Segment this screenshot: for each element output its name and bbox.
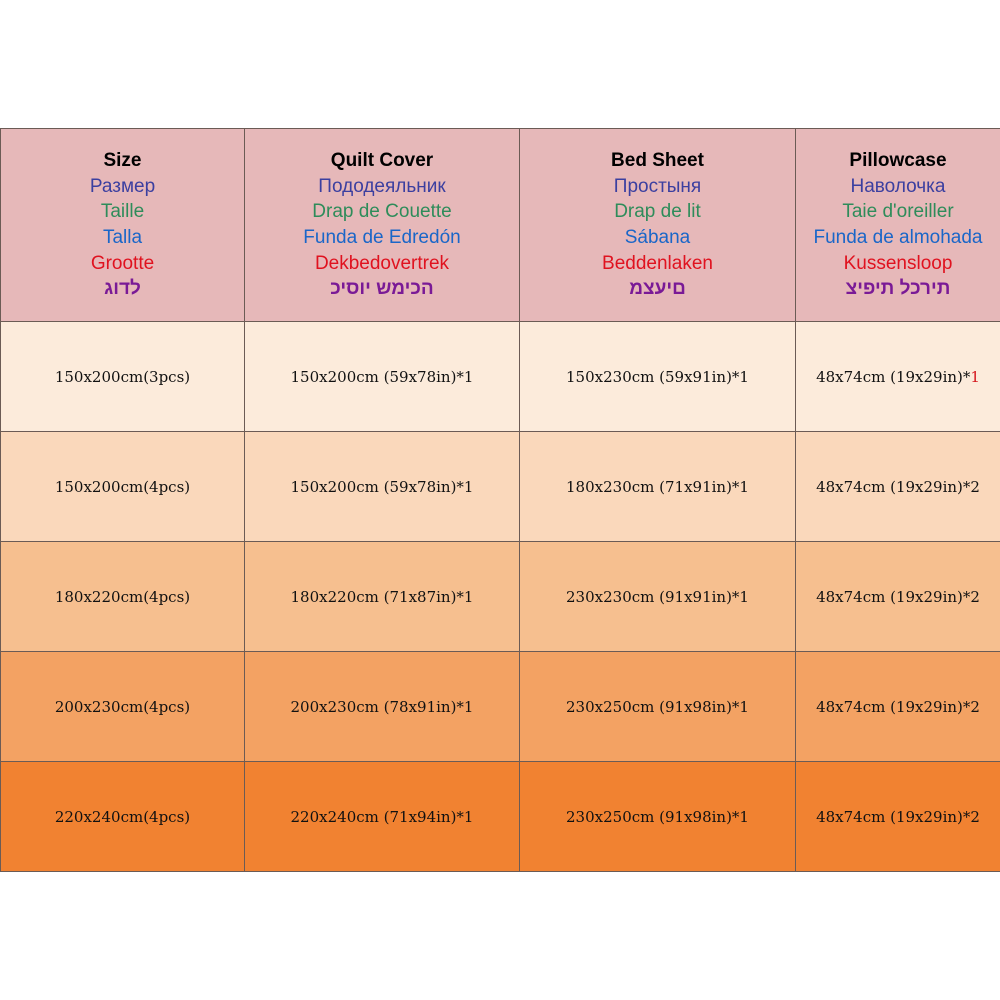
header-label-fr: Taille (100, 201, 145, 223)
header-label-nl: Kussensloop (843, 252, 953, 274)
quilt-cover-cell: 150x200cm (59x78in)*1 (245, 432, 520, 542)
quilt-cover-cell: 200x230cm (78x91in)*1 (245, 652, 520, 762)
header-label-es: Funda de almohada (813, 227, 983, 248)
table-row (1, 322, 1000, 432)
size-cell: 220x240cm(4pcs) (1, 762, 245, 872)
size-cell: 150x200cm(3pcs) (1, 322, 245, 432)
pillowcase-cell: 48x74cm (19x29in)*2 (796, 542, 1000, 652)
pillowcase-size: 48x74cm (19x29in)* (816, 367, 971, 386)
header-row (1, 129, 1000, 322)
size-chart-table (0, 128, 1000, 872)
header-label-nl: Dekbedovertrek (314, 252, 450, 274)
header-pillowcase (796, 129, 1000, 322)
header-size (1, 129, 245, 322)
header-label-he: לדוג (104, 278, 141, 300)
size-cell: 200x230cm(4pcs) (1, 652, 245, 762)
header-label-en: Bed Sheet (611, 150, 704, 172)
size-cell: 150x200cm(4pcs) (1, 432, 245, 542)
pillowcase-cell: 48x74cm (19x29in)*2 (796, 652, 1000, 762)
bed-sheet-cell: 230x250cm (91x98in)*1 (520, 762, 796, 872)
pillowcase-cell: 48x74cm (19x29in)*2 (796, 432, 1000, 542)
table-row (1, 432, 1000, 542)
quilt-cover-cell: 220x240cm (71x94in)*1 (245, 762, 520, 872)
pillowcase-cell (796, 322, 1000, 432)
header-label-fr: Drap de lit (614, 201, 701, 223)
quilt-cover-cell: 150x200cm (59x78in)*1 (245, 322, 520, 432)
header-label-es: Funda de Edredón (303, 227, 461, 248)
header-label-he: הכימש יוסיכ (330, 278, 434, 300)
table-row (1, 762, 1000, 872)
pillowcase-quantity: 1 (970, 367, 980, 386)
header-label-ru: Простыня (613, 175, 702, 197)
table-row (1, 542, 1000, 652)
header-bed-sheet (520, 129, 796, 322)
header-label-ru: Наволочка (850, 175, 946, 197)
header-quilt-cover (245, 129, 520, 322)
header-label-nl: Grootte (90, 252, 155, 274)
pillowcase-cell: 48x74cm (19x29in)*2 (796, 762, 1000, 872)
header-label-fr: Drap de Couette (312, 201, 452, 223)
header-label-es: Talla (102, 227, 143, 248)
header-label-fr: Taie d'oreiller (842, 201, 954, 223)
header-label-en: Pillowcase (849, 150, 947, 172)
bed-sheet-cell: 180x230cm (71x91in)*1 (520, 432, 796, 542)
header-label-en: Quilt Cover (330, 150, 434, 172)
bed-sheet-cell: 230x230cm (91x91in)*1 (520, 542, 796, 652)
header-label-ru: Размер (89, 175, 156, 197)
quilt-cover-cell: 180x220cm (71x87in)*1 (245, 542, 520, 652)
header-label-he: םיעצמ (629, 278, 686, 300)
size-cell: 180x220cm(4pcs) (1, 542, 245, 652)
header-label-he: תירכל תיפיצ (845, 278, 951, 300)
bed-sheet-cell: 230x250cm (91x98in)*1 (520, 652, 796, 762)
header-label-ru: Пододеяльник (318, 175, 446, 197)
bed-sheet-cell: 150x230cm (59x91in)*1 (520, 322, 796, 432)
header-label-en: Size (103, 150, 142, 172)
table-row (1, 652, 1000, 762)
header-label-nl: Beddenlaken (602, 252, 713, 274)
header-label-es: Sábana (624, 227, 691, 248)
